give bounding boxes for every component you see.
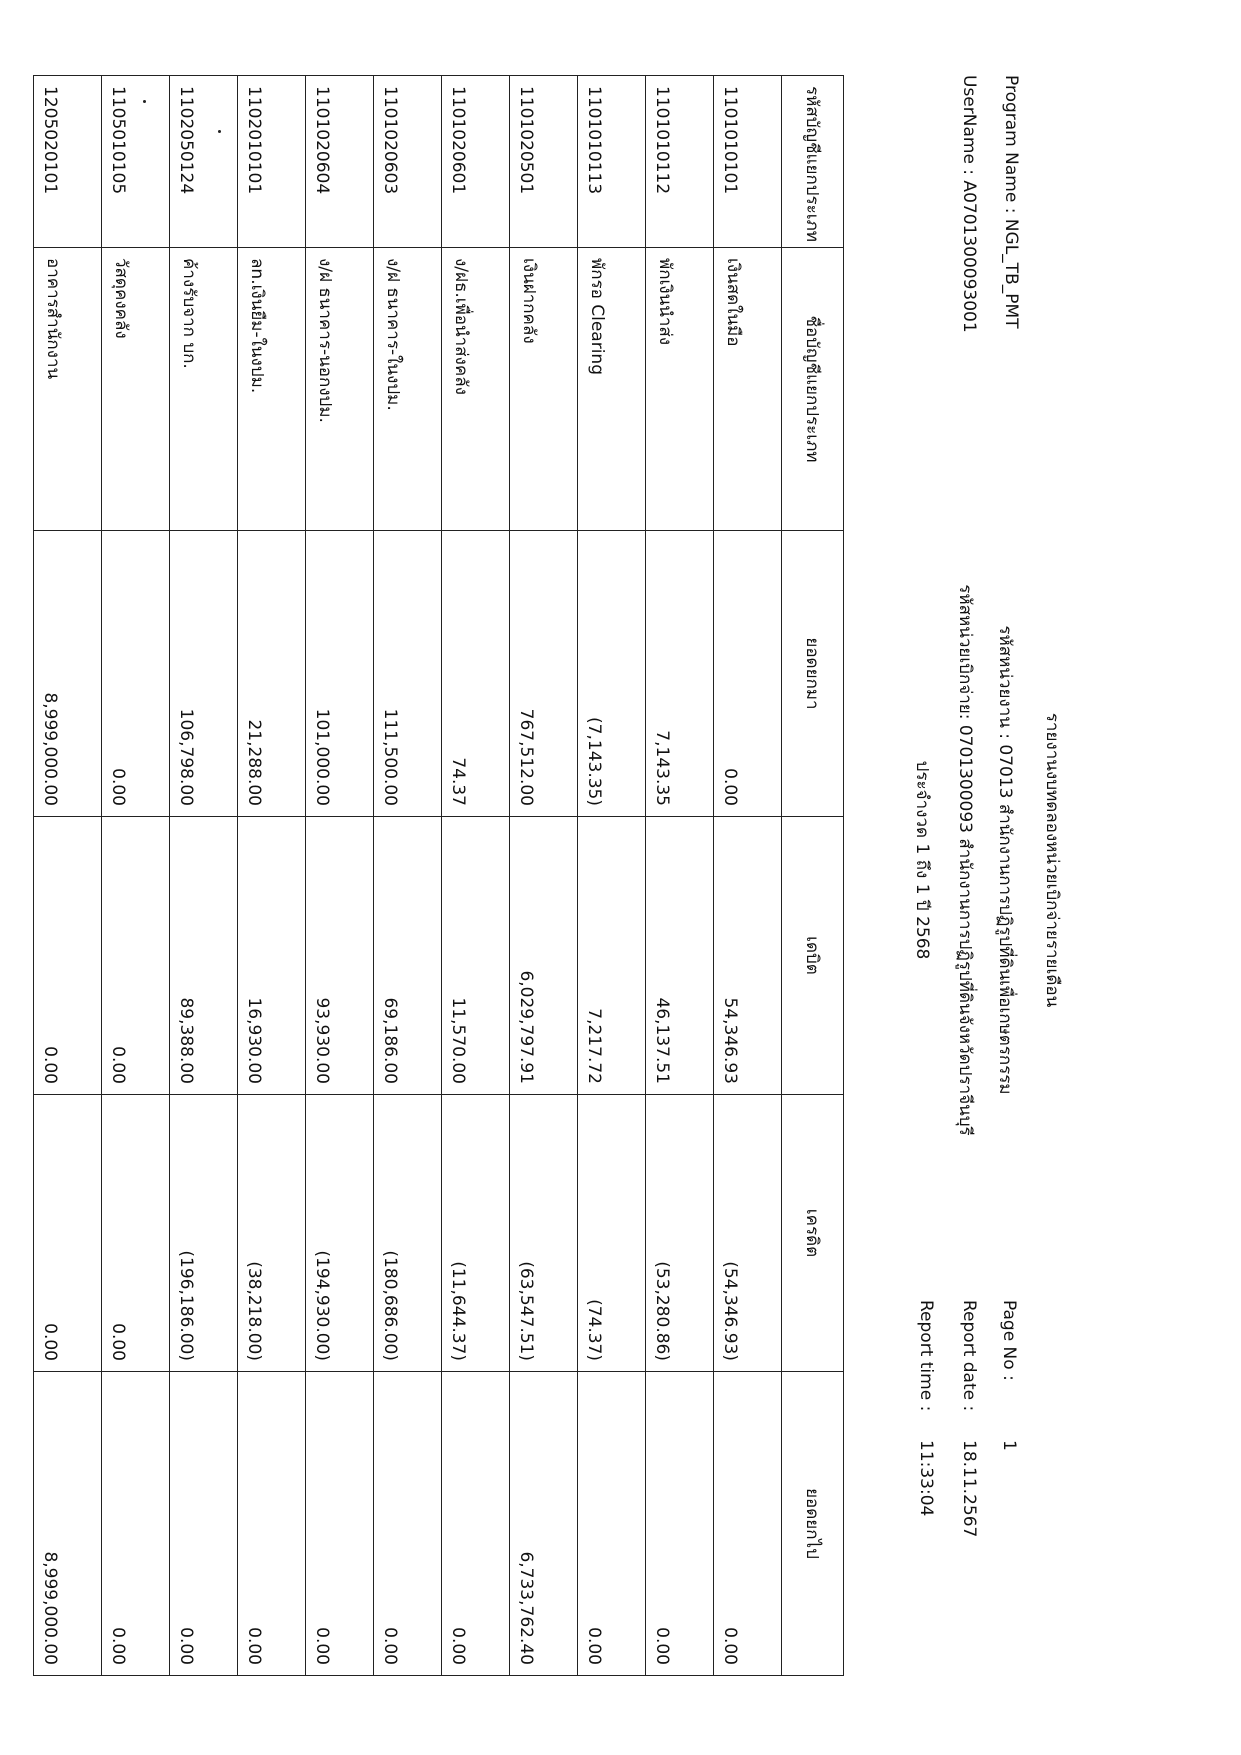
brought-forward-cell: 111,500.00 (374, 531, 442, 817)
carried-forward-cell: 0.00 (646, 1372, 714, 1676)
report-date-label: Report date : (959, 1300, 979, 1412)
carried-forward-cell: 0.00 (442, 1372, 510, 1676)
unit-line: รหัสหน่วยงาน : 07013 สำนักงานการปฏิรูปที่ดินเพื่อเกษตรกรรม (995, 625, 1015, 1095)
account-name: ง/ฝ ธนาคาร-ในงปม. (374, 248, 442, 531)
brought-forward-cell: 7,143.35 (646, 531, 714, 817)
debit-cell: 7,217.72 (578, 817, 646, 1095)
brought-forward-cell: (7,143.35) (578, 531, 646, 817)
debit-cell: 0.00 (102, 817, 170, 1095)
account-name: ค้างรับจาก บก. (170, 248, 238, 531)
credit-cell: (54,346.93) (714, 1095, 782, 1372)
report-title: รายงานงบทดลองหน่วยเบิกจ่ายรายเดือน (1042, 712, 1062, 1008)
table-row (646, 76, 714, 1676)
account-name: อาคารสำนักงาน (34, 248, 102, 531)
table-row (238, 76, 306, 1676)
brought-forward-cell: 767,512.00 (510, 531, 578, 817)
table-row (102, 76, 170, 1676)
account-name: เงินสดในมือ (714, 248, 782, 531)
report-time-value: 11:33:04 (916, 1440, 936, 1517)
account-code: 1205020101 (34, 76, 102, 248)
table-row (306, 76, 374, 1676)
account-code: 1101020501 (510, 76, 578, 248)
account-name: วัสดุคงคลัง (102, 248, 170, 531)
debit-cell: 89,388.00 (170, 817, 238, 1095)
table-row (578, 76, 646, 1676)
account-code: 1101020601 (442, 76, 510, 248)
credit-cell: (194,930.00) (306, 1095, 374, 1372)
credit-cell: (74.37) (578, 1095, 646, 1372)
account-name: ง/ฝ ธนาคาร-นอกงปม. (306, 248, 374, 531)
brought-forward-cell: 101,000.00 (306, 531, 374, 817)
account-code: 1101010113 (578, 76, 646, 248)
table-row (170, 76, 238, 1676)
brought-forward-cell: 0.00 (714, 531, 782, 817)
debit-cell: 16,930.00 (238, 817, 306, 1095)
account-name: พักเงินนำส่ง (646, 248, 714, 531)
trial-balance-table (33, 75, 844, 1676)
report-time-label: Report time : (916, 1300, 936, 1412)
carried-forward-cell: 0.00 (578, 1372, 646, 1676)
report-date-value: 18.11.2567 (959, 1440, 979, 1538)
page-no-value: 1 (999, 1440, 1019, 1451)
account-code: 1101020603 (374, 76, 442, 248)
table-row (510, 76, 578, 1676)
col-header-carried-forward: ยอดยกไป (782, 1372, 844, 1676)
carried-forward-cell: 8,999,000.00 (34, 1372, 102, 1676)
account-name: ง/ฝธ.เพื่อนำส่งคลัง (442, 248, 510, 531)
carried-forward-cell: 0.00 (306, 1372, 374, 1676)
brought-forward-cell: 106,798.00 (170, 531, 238, 817)
debit-cell: 69,186.00 (374, 817, 442, 1095)
col-header-debit: เดบิต (782, 817, 844, 1095)
debit-cell: 11,570.00 (442, 817, 510, 1095)
table-header-row (782, 76, 844, 1676)
brought-forward-cell: 8,999,000.00 (34, 531, 102, 817)
brought-forward-cell: 21,288.00 (238, 531, 306, 817)
carried-forward-cell: 0.00 (238, 1372, 306, 1676)
brought-forward-cell: 74.37 (442, 531, 510, 817)
credit-cell: (38,218.00) (238, 1095, 306, 1372)
account-code: 1101020604 (306, 76, 374, 248)
table-row (714, 76, 782, 1676)
table-row (34, 76, 102, 1676)
carried-forward-cell: 0.00 (374, 1372, 442, 1676)
account-code: 1105010105 (102, 76, 170, 248)
debit-cell: 93,930.00 (306, 817, 374, 1095)
debit-cell: 0.00 (34, 817, 102, 1095)
carried-forward-cell: 0.00 (170, 1372, 238, 1676)
credit-cell: 0.00 (34, 1095, 102, 1372)
brought-forward-cell: 0.00 (102, 531, 170, 817)
account-code: 1102010101 (238, 76, 306, 248)
credit-cell: (180,686.00) (374, 1095, 442, 1372)
col-header-credit: เครดิต (782, 1095, 844, 1372)
col-header-brought-forward: ยอดยกมา (782, 531, 844, 817)
account-name: ลn.เงินยืม-ในงปม. (238, 248, 306, 531)
credit-cell: (53,280.86) (646, 1095, 714, 1372)
credit-cell: (196,186.00) (170, 1095, 238, 1372)
debit-cell: 54,346.93 (714, 817, 782, 1095)
account-name: เงินฝากคลัง (510, 248, 578, 531)
page-no-label: Page No : (999, 1300, 1019, 1381)
table-row (442, 76, 510, 1676)
disbursing-unit-line: รหัสหน่วยเบิกจ่าย: 0701300093 สำนักงานการปฏิรูปที่ดินจังหวัดปราจีนบุรี (955, 584, 975, 1136)
credit-cell: 0.00 (102, 1095, 170, 1372)
account-name: พักรอ Clearing (578, 248, 646, 531)
credit-cell: (11,644.37) (442, 1095, 510, 1372)
table-row (374, 76, 442, 1676)
account-code: 1101010101 (714, 76, 782, 248)
user-name: UserName : A0701300093001 (959, 75, 979, 333)
debit-cell: 46,137.51 (646, 817, 714, 1095)
account-code: 1102050124 (170, 76, 238, 248)
col-header-account-name: ชื่อบัญชีแยกประเภท (782, 248, 844, 531)
carried-forward-cell: 0.00 (714, 1372, 782, 1676)
carried-forward-cell: 6,733,762.40 (510, 1372, 578, 1676)
credit-cell: (63,547.51) (510, 1095, 578, 1372)
carried-forward-cell: 0.00 (102, 1372, 170, 1676)
account-code: 1101010112 (646, 76, 714, 248)
debit-cell: 6,029,797.91 (510, 817, 578, 1095)
col-header-account-code: รหัสบัญชีแยกประเภท (782, 76, 844, 248)
period-line: ประจำงวด 1 ถึง 1 ปี 2568 (912, 760, 932, 960)
program-name: Program Name : NGL_TB_PMT (1001, 75, 1021, 329)
